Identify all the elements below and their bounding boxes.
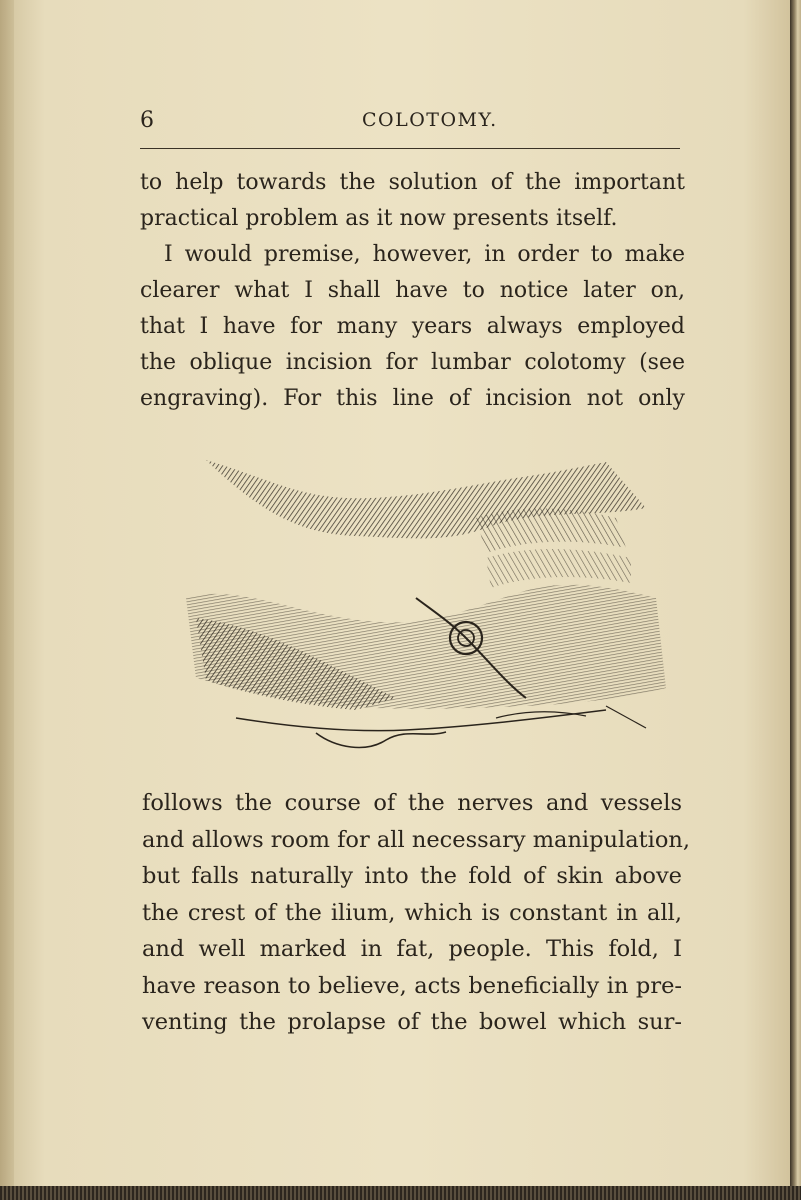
text-line: and allows room for all necessary manipulation, <box>142 826 691 853</box>
text-line: venting the prolapse of the bowel which sur- <box>142 1009 682 1035</box>
body-text-top <box>140 165 685 417</box>
page-bottom-edge <box>0 1186 801 1200</box>
binding-margin <box>0 0 14 1200</box>
text-line: practical problem as it now presents itself. <box>140 206 618 231</box>
text-line: I would premise, however, in order to make <box>164 242 685 267</box>
text-line: the crest of the ilium, which is constant in all, <box>142 899 682 926</box>
header-title: COLOTOMY. <box>362 109 498 131</box>
running-head <box>140 108 680 134</box>
text-line: engraving). For this line of incision not only <box>140 386 685 411</box>
text-line: that I have for many years always employed <box>140 314 685 339</box>
page-edge <box>790 0 801 1200</box>
body-text-bottom <box>142 785 691 1041</box>
text-line: have reason to believe, acts beneficially in pre- <box>142 972 682 999</box>
text-line: but falls naturally into the fold of skin above <box>142 863 682 889</box>
text-line: to help towards the solution of the important <box>140 170 685 195</box>
text-line: follows the course of the nerves and vessels <box>142 790 682 816</box>
header-rule <box>140 148 680 149</box>
text-line: and well marked in fat, people. This fold, I <box>142 936 682 962</box>
text-line: clearer what I shall have to notice later on, <box>140 278 685 303</box>
page-number: 6 <box>140 108 155 133</box>
anatomical-engraving-icon <box>176 448 676 768</box>
text-line: the oblique incision for lumbar colotomy (see <box>140 350 685 375</box>
